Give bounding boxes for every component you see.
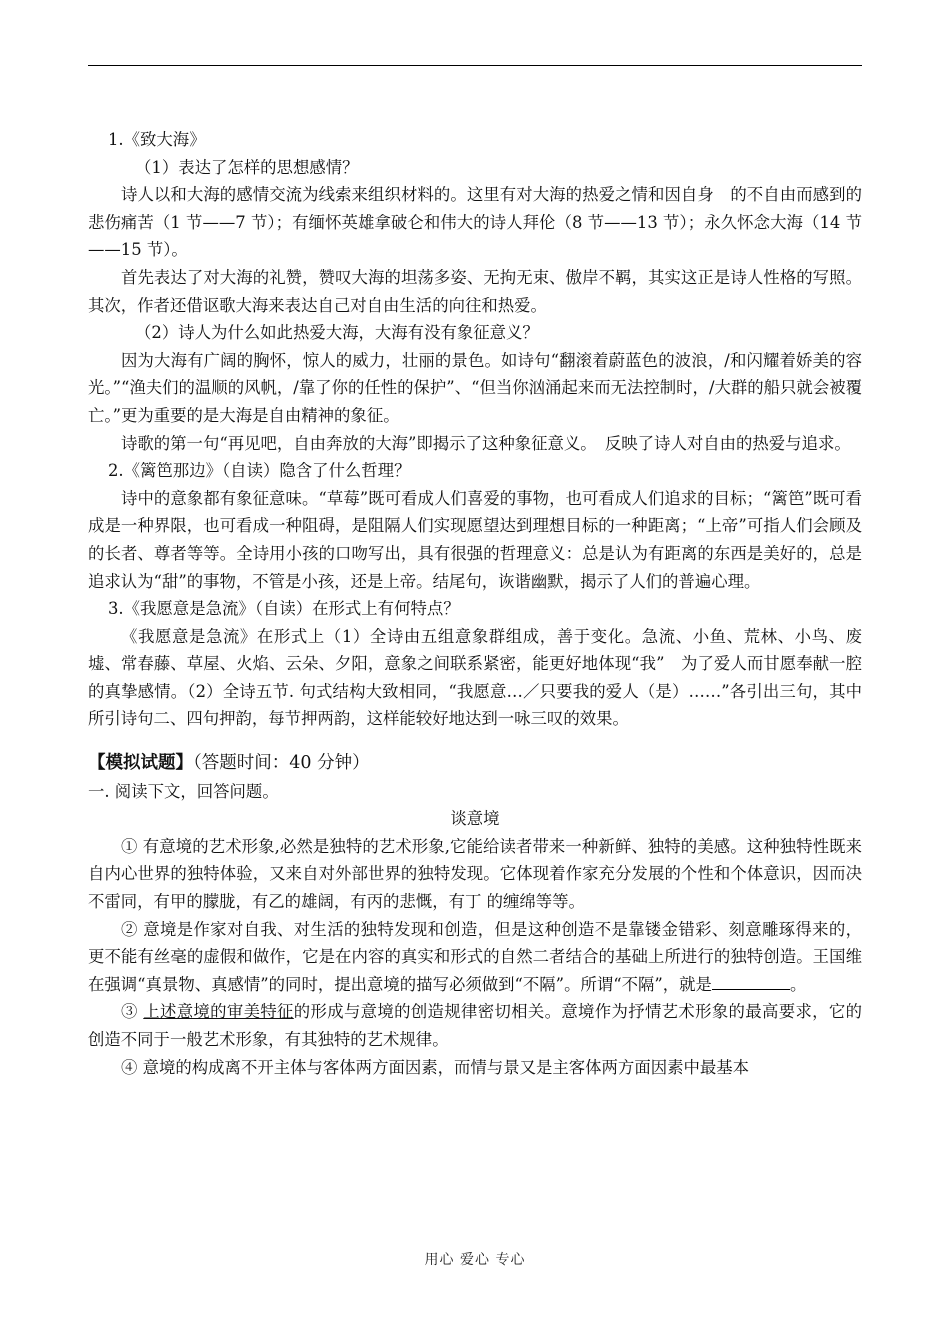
header-rule [88,65,862,66]
document-body [88,126,862,1081]
fill-in-blank[interactable] [712,975,790,990]
poem2-question: 2.《篱笆那边》（自读）隐含了什么哲理？ [108,461,411,481]
poem3-question: 3.《我愿意是急流》（自读）在形式上有何特点？ [108,599,460,619]
para3-rest: 的形成与意境的创造规律密切相关。意境作为抒情艺术形象的最高要求，它的创造不同于一般艺术形象，有其独特的艺术规律。 [88,1002,863,1049]
answer-1-para-2: 首先表达了对大海的礼赞，赞叹大海的坦荡多姿、无拘无束、傲岸不羁，其实这正是诗人性格的写照。其次，作者还借讴歌大海来表达自己对自由生活的向往和热爱。 [88,267,862,315]
answer-2-para-2: 诗歌的第一句“再见吧，自由奔放的大海”即揭示了这种象征意义。 反映了诗人对自由的热爱与追求。 [121,433,851,453]
question-1: （1）表达了怎样的思想感情？ [135,157,359,177]
para2-end: 。 [789,974,807,994]
poem3-answer: 《我愿意是急流》在形式上（1）全诗由五组意象群组成，善于变化。急流、小鱼、荒林、小鸟、废墟、常春藤、草屋、火焰、云朵、夕阳，意象之间联系紧密，能更好地体现“我” 为了爱人而甘愿奉献一腔的真挚感情。（2）全诗五节. 句式结构大致相同，“我愿意…／只要我的爱人（是）……”各引出三句，其中所引诗句二、四句押韵，每节押两韵，这样能较好地达到一咏三叹的效果。 [88,626,862,729]
answer-2-para-1: 因为大海有广阔的胸怀，惊人的威力，壮丽的景色。如诗句“翻滚着蔚蓝色的波浪，/和闪耀着娇美的容光。”“渔夫们的温顺的风帆，/靠了你的任性的保护”、“但当你汹涌起来而无法控制时，/大群的船只就会被覆亡。”更为重要的是大海是自由精神的象征。 [88,350,862,425]
time-note: （答题时间：40 分钟） [193,753,370,774]
heading-label: 【模拟试题】 [88,753,193,774]
answer-1-para-1: 诗人以和大海的感情交流为线索来组织材料的。这里有对大海的热爱之情和因自身 的不自由而感到的悲伤痛苦（1 节——7 节）；有缅怀英雄拿破仑和伟大的诗人拜伦（8 节——13 节）；永久怀念大海（14 节——15 节）。 [88,185,862,260]
poem2-answer: 诗中的意象都有象征意味。“草莓”既可看成人们喜爱的事物，也可看成人们追求的目标；“篱笆”既可看成是一种界限，也可看成一种阻碍，是阻隔人们实现愿望达到理想目标的一种距离；“上帝”可指人们会顾及的长者、尊者等等。全诗用小孩的口吻写出，具有很强的哲理意义：总是认为有距离的东西是美好的，总是追求认为“甜”的事物，不管是小孩，还是上帝。结尾句，诙谐幽默，揭示了人们的普遍心理。 [88,488,862,591]
para2-text: ② 意境是作家对自我、对生活的独特发现和创造，但是这种创造不是靠镂金错彩、刻意雕琢得来的，更不能有丝毫的虚假和做作，它是在内容的真实和形式的自然二者结合的基础上所进行的独特创造。王国维在强调“真景物、真感情”的同时，提出意境的描写必须做到“不隔”。所谓“不隔”，就是 [88,919,862,994]
page-footer: 用心 爱心 专心 [424,1252,526,1268]
article-para-2 [88,916,862,999]
article-para-4: ④ 意境的构成离不开主体与客体两方面因素，而情与景又是主客体两方面因素中最基本 [121,1057,750,1077]
reading-instruction: 一. 阅读下文，回答问题。 [88,781,279,801]
article-para-1: ① 有意境的艺术形象,必然是独特的艺术形象,它能给读者带来一种新鲜、独特的美感。这种独特性既来自内心世界的独特体验，又来自对外部世界的独特发现。它体现着作家充分发展的个性和个体意识，因而决不雷同，有甲的朦胧，有乙的雄阔，有丙的悲慨，有丁 的缠绵等等。 [88,836,862,912]
question-2: （2）诗人为什么如此热爱大海，大海有没有象征意义？ [135,323,539,343]
poem1-title: 1.《致大海》 [108,130,206,149]
para3-prefix: ③ [121,1002,144,1022]
mock-test-heading [88,749,862,778]
underlined-phrase: 上述意境的审美特征 [143,1002,294,1022]
article-para-3 [88,998,862,1053]
article-title: 谈意境 [450,809,500,829]
